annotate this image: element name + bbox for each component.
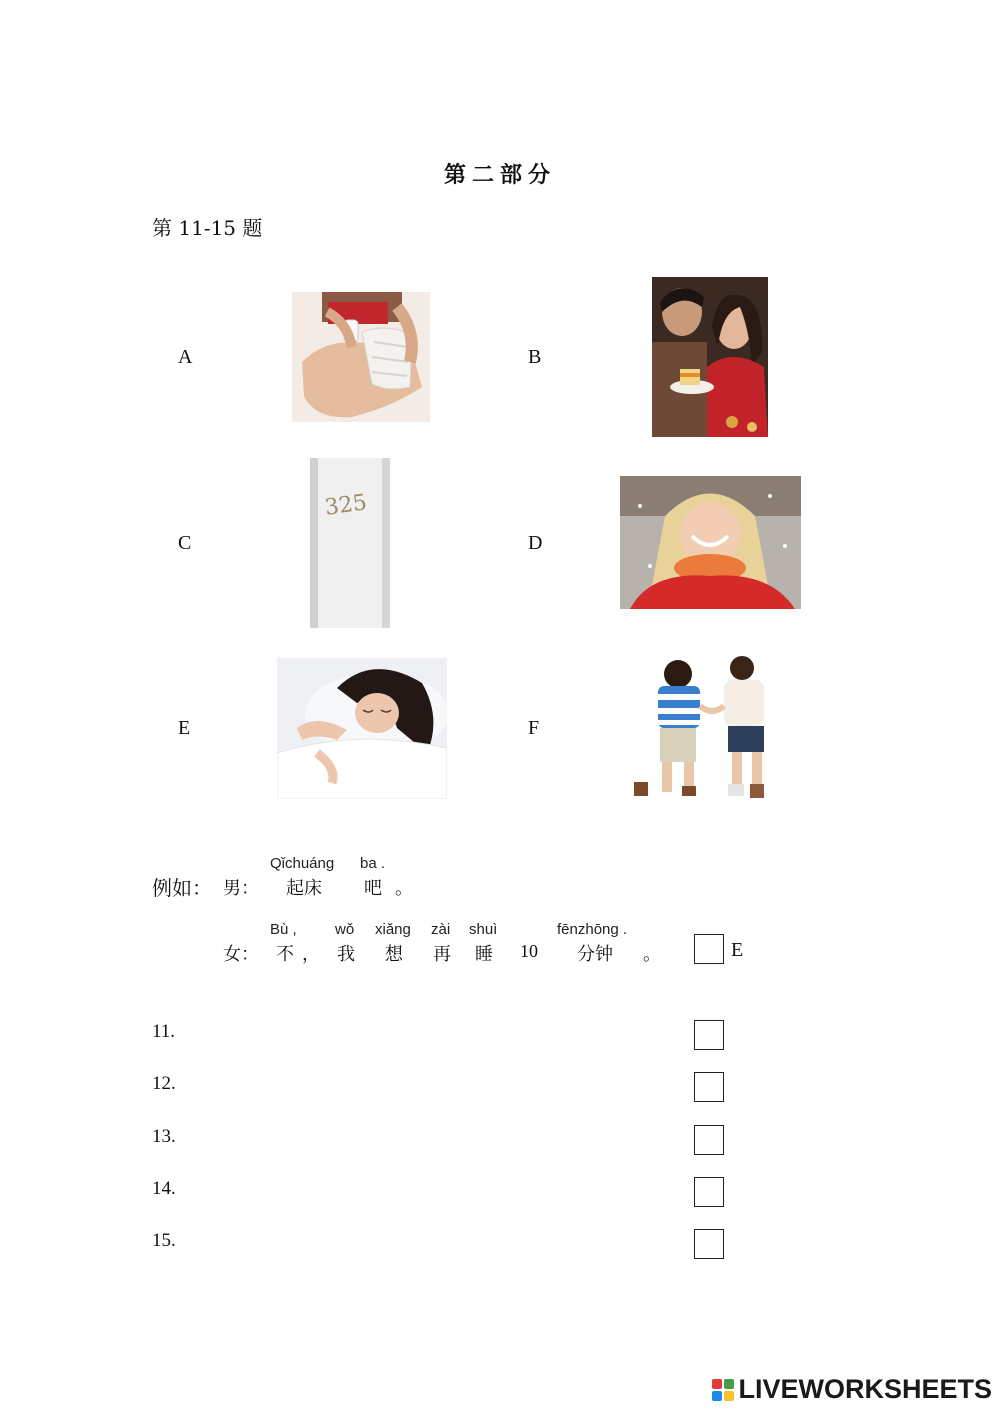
- question-14-label: 14.: [152, 1178, 176, 1199]
- door-number: 325: [323, 490, 369, 521]
- pinyin-xiang: xiǎng: [375, 921, 411, 938]
- question-11-answer-box[interactable]: [694, 1020, 724, 1050]
- question-12-answer-box[interactable]: [694, 1072, 724, 1102]
- pinyin-zai: zài: [431, 921, 451, 938]
- question-11-label: 11.: [152, 1021, 176, 1042]
- woman-in-snow-photo: [620, 476, 801, 609]
- logo-square-yellow: [724, 1391, 734, 1401]
- word-period-2: 。: [643, 944, 661, 965]
- pinyin-qichuang: Qǐchuáng: [270, 855, 335, 872]
- children-running-photo: [630, 656, 790, 802]
- pinyin-shui: shuì: [469, 921, 498, 938]
- logo-mark-icon: [712, 1379, 734, 1401]
- option-letter-c: C: [178, 532, 192, 554]
- bandaged-ankle-photo: [292, 292, 430, 422]
- pinyin-bu: Bù ,: [270, 921, 297, 938]
- example-answer-letter: E: [731, 939, 744, 961]
- question-13-answer-box[interactable]: [694, 1125, 724, 1155]
- question-15-label: 15.: [152, 1230, 176, 1251]
- pinyin-fenzhong: fēnzhōng .: [557, 921, 628, 938]
- word-qichuang: 起床: [286, 878, 322, 899]
- door-325-photo: [310, 458, 390, 628]
- word-xiang: 想: [385, 944, 403, 965]
- option-letter-a: A: [178, 346, 193, 368]
- word-ba: 吧: [364, 878, 382, 899]
- word-shui: 睡: [475, 944, 493, 965]
- logo-square-green: [724, 1379, 734, 1389]
- example-label: 例如：: [152, 876, 212, 900]
- option-letter-d: D: [528, 532, 543, 554]
- word-wo: 我: [337, 944, 355, 965]
- option-letter-e: E: [178, 717, 191, 739]
- word-zai: 再: [433, 944, 451, 965]
- pinyin-ba: ba .: [360, 855, 386, 872]
- pinyin-wo: wǒ: [335, 921, 355, 938]
- word-fenzhong: 分钟: [577, 944, 613, 965]
- logo-text: LIVEWORKSHEETS: [738, 1374, 992, 1404]
- section-subtitle: 第 11-15 题: [152, 216, 263, 240]
- question-12-label: 12.: [152, 1073, 176, 1094]
- logo-square-blue: [712, 1391, 722, 1401]
- word-comma: ，: [302, 944, 320, 965]
- sleeping-woman-photo: [277, 658, 447, 799]
- question-15-answer-box[interactable]: [694, 1229, 724, 1259]
- question-13-label: 13.: [152, 1126, 176, 1147]
- example-speaker-female: 女：: [223, 944, 259, 965]
- example-answer-box: [694, 934, 724, 964]
- couple-with-cake-photo: [652, 277, 768, 437]
- word-period-1: 。: [395, 878, 413, 899]
- option-letter-f: F: [528, 717, 540, 739]
- logo-square-red: [712, 1379, 722, 1389]
- option-letter-b: B: [528, 346, 542, 368]
- example-speaker-male: 男：: [223, 878, 259, 899]
- word-bu: 不: [276, 944, 294, 965]
- page-title: 第二部分: [443, 162, 556, 188]
- liveworksheets-logo: [712, 1374, 992, 1405]
- question-14-answer-box[interactable]: [694, 1177, 724, 1207]
- word-10: 10: [520, 941, 538, 961]
